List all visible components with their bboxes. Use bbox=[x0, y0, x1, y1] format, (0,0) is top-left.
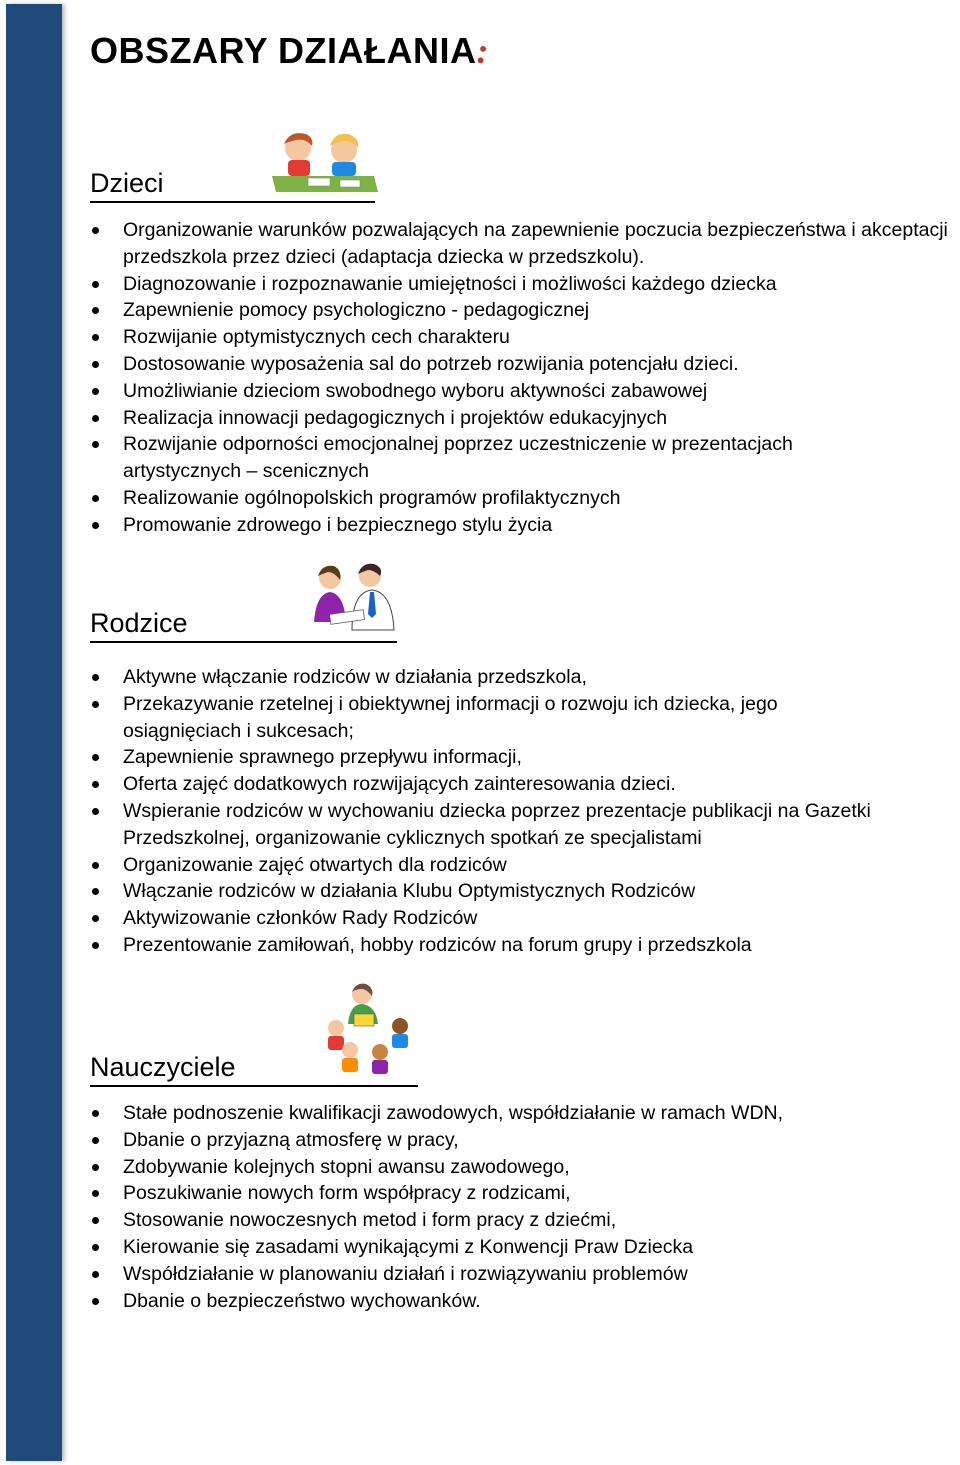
list-item: Kierowanie się zasadami wynikającymi z Konwencji Praw Dziecka bbox=[90, 1234, 950, 1261]
list-item: Współdziałanie w planowaniu działań i rozwiązywaniu problemów bbox=[90, 1261, 950, 1288]
list-item: Aktywne włączanie rodziców w działania przedszkola, bbox=[90, 664, 950, 691]
list-item: Organizowanie warunków pozwalających na zapewnienie poczucia bezpieczeństwa i akceptacji przedszkola przez dzieci (adaptacja dziecka w przedszkolu). bbox=[90, 217, 950, 271]
list-item: Aktywizowanie członków Rady Rodziców bbox=[90, 905, 950, 932]
list-item: Realizowanie ogólnopolskich programów profilaktycznych bbox=[90, 485, 950, 512]
sidebar-band bbox=[6, 4, 62, 1461]
page-title: OBSZARY DZIAŁANIA: bbox=[90, 30, 489, 71]
teacher-reading-icon bbox=[322, 980, 418, 1076]
list-item: Rozwijanie optymistycznych cech charakteru bbox=[90, 324, 950, 351]
list-item: Wspieranie rodziców w wychowaniu dziecka poprzez prezentacje publikacji na Gazetki Przedszkolnej, organizowanie cyklicznych spotkań ze specjalistami bbox=[90, 798, 913, 852]
list-item: Umożliwianie dzieciom swobodnego wyboru aktywności zabawowej bbox=[90, 378, 950, 405]
list-item: Zapewnienie sprawnego przepływu informacji, bbox=[90, 744, 950, 771]
list-item: Prezentowanie zamiłowań, hobby rodziców na forum grupy i przedszkola bbox=[90, 932, 950, 959]
list-item: Zdobywanie kolejnych stopni awansu zawodowego, bbox=[90, 1154, 950, 1181]
list-dzieci bbox=[90, 217, 950, 539]
list-item: Promowanie zdrowego i bezpiecznego stylu życia bbox=[90, 512, 950, 539]
list-item: Dostosowanie wyposażenia sal do potrzeb rozwijania potencjału dzieci. bbox=[90, 351, 950, 378]
list-item: Przekazywanie rzetelnej i obiektywnej informacji o rozwoju ich dziecka, jego osiągnięciach i sukcesach; bbox=[90, 691, 883, 745]
list-item: Rozwijanie odporności emocjonalnej poprzez uczestniczenie w prezentacjach artystycznych – scenicznych bbox=[90, 431, 913, 485]
list-nauczyciele bbox=[90, 1100, 950, 1314]
children-drawing-icon bbox=[270, 128, 380, 194]
list-item: Dbanie o przyjazną atmosferę w pracy, bbox=[90, 1127, 950, 1154]
list-rodzice bbox=[90, 664, 950, 959]
list-item: Stosowanie nowoczesnych metod i form pracy z dziećmi, bbox=[90, 1207, 950, 1234]
list-item: Stałe podnoszenie kwalifikacji zawodowych, współdziałanie w ramach WDN, bbox=[90, 1100, 950, 1127]
section-heading-nauczyciele: Nauczyciele bbox=[90, 1052, 418, 1087]
list-item: Organizowanie zajęć otwartych dla rodziców bbox=[90, 852, 950, 879]
parents-meeting-icon bbox=[300, 560, 404, 634]
list-item: Realizacja innowacji pedagogicznych i projektów edukacyjnych bbox=[90, 405, 950, 432]
list-item: Diagnozowanie i rozpoznawanie umiejętności i możliwości każdego dziecka bbox=[90, 271, 950, 298]
section-heading-dzieci: Dzieci bbox=[90, 168, 375, 203]
list-item: Zapewnienie pomocy psychologiczno - pedagogicznej bbox=[90, 297, 950, 324]
section-heading-rodzice: Rodzice bbox=[90, 608, 397, 643]
list-item: Dbanie o bezpieczeństwo wychowanków. bbox=[90, 1288, 950, 1315]
list-item: Włączanie rodziców w działania Klubu Optymistycznych Rodziców bbox=[90, 878, 950, 905]
list-item: Poszukiwanie nowych form współpracy z rodzicami, bbox=[90, 1180, 950, 1207]
list-item: Oferta zajęć dodatkowych rozwijających zainteresowania dzieci. bbox=[90, 771, 950, 798]
